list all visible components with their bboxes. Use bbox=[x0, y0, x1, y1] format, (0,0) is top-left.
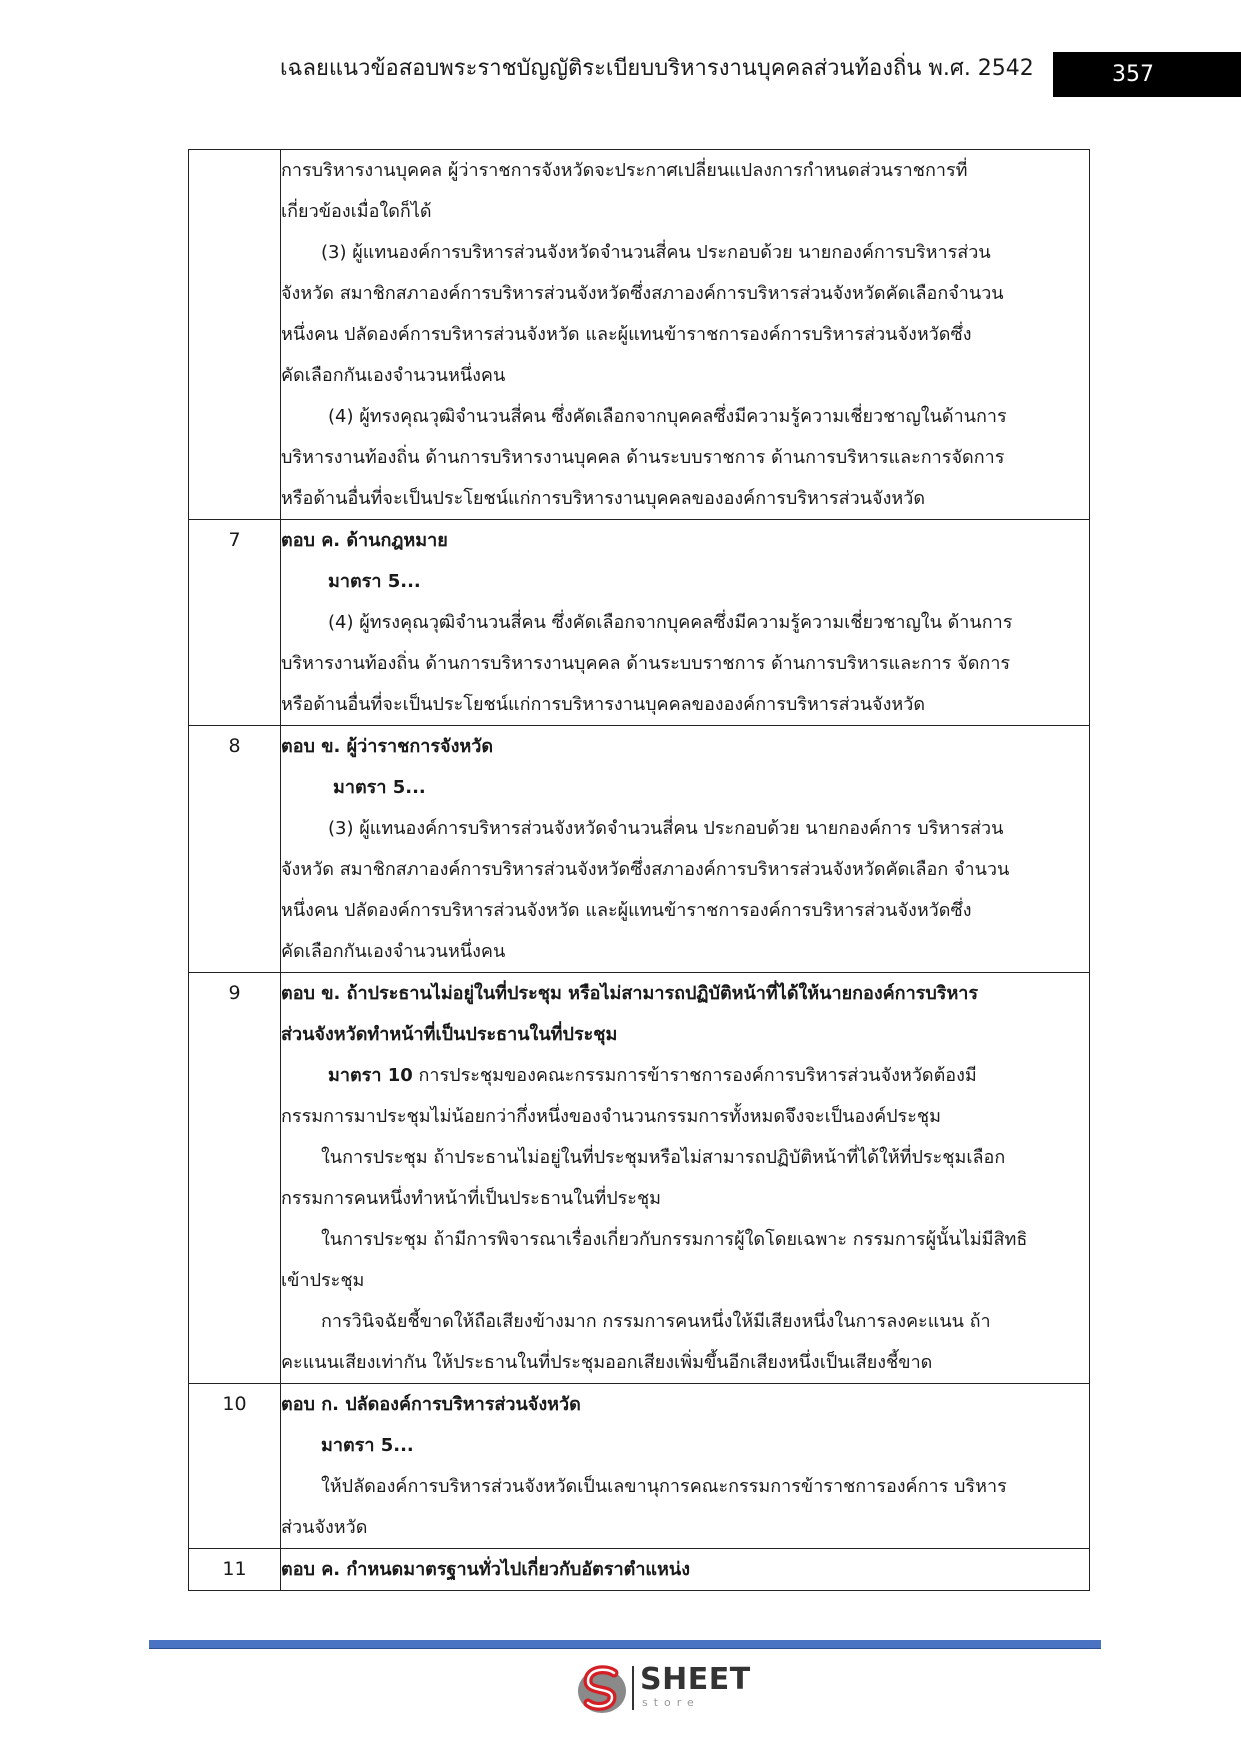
text-line: บริหารงานท้องถิ่น ด้านการบริหารงานบุคคล ด้านระบบราชการ ด้านการบริหารและการ จัดการ bbox=[281, 653, 1011, 674]
running-header-title: เฉลยแนวข้อสอบพระราชบัญญัติระเบียบบริหารงานบุคคลส่วนท้องถิ่น พ.ศ. 2542 bbox=[280, 56, 1034, 81]
text-line: บริหารงานท้องถิ่น ด้านการบริหารงานบุคคล ด้านระบบราชการ ด้านการบริหารและการจัดการ bbox=[281, 447, 1005, 468]
section-text: การประชุมของคณะกรรมการข้าราชการองค์การบริหารส่วนจังหวัดต้องมี bbox=[412, 1065, 977, 1086]
table-row bbox=[189, 1384, 1090, 1549]
logo-wordmark: SHEET bbox=[640, 1662, 751, 1697]
text-line: จังหวัด สมาชิกสภาองค์การบริหารส่วนจังหวัดซึ่งสภาองค์การบริหารส่วนจังหวัดคัดเลือก จำนวน bbox=[281, 859, 1010, 880]
row-number: 8 bbox=[189, 726, 281, 973]
text-line: ในการประชุม ถ้าประธานไม่อยู่ในที่ประชุมหรือไม่สามารถปฏิบัติหน้าที่ได้ให้ที่ประชุมเลือก bbox=[321, 1147, 1006, 1168]
answer-line: ตอบ ก. ปลัดองค์การบริหารส่วนจังหวัด bbox=[281, 1394, 581, 1415]
section-line: มาตรา 5... bbox=[321, 1435, 414, 1456]
text-line: คัดเลือกกันเองจำนวนหนึ่งคน bbox=[281, 365, 506, 386]
text-line: ในการประชุม ถ้ามีการพิจารณาเรื่องเกี่ยวกับกรรมการผู้ใดโดยเฉพาะ กรรมการผู้นั้นไม่มีสิทธิ bbox=[321, 1229, 1028, 1250]
row-number: 11 bbox=[189, 1549, 281, 1591]
sheet-s-logo-icon bbox=[576, 1663, 628, 1715]
answer-table bbox=[188, 149, 1090, 1591]
answer-line: ตอบ ค. กำหนดมาตรฐานทั่วไปเกี่ยวกับอัตราตำแหน่ง bbox=[281, 1559, 690, 1580]
section-label: มาตรา 10 bbox=[328, 1065, 413, 1086]
answer-line: ส่วนจังหวัดทำหน้าที่เป็นประธานในที่ประชุม bbox=[281, 1024, 618, 1045]
page-number: 357 bbox=[1112, 62, 1154, 87]
text-line: กรรมการคนหนึ่งทำหน้าที่เป็นประธานในที่ประชุม bbox=[281, 1188, 662, 1209]
text-line: ส่วนจังหวัด bbox=[281, 1517, 368, 1538]
row-number: 10 bbox=[189, 1384, 281, 1549]
text-line: หรือด้านอื่นที่จะเป็นประโยชน์แก่การบริหารงานบุคคลขององค์การบริหารส่วนจังหวัด bbox=[281, 694, 926, 715]
table-row bbox=[189, 520, 1090, 726]
row-content bbox=[281, 1549, 1090, 1591]
row-content bbox=[281, 150, 1090, 520]
footer-rule bbox=[149, 1640, 1101, 1649]
row-content bbox=[281, 973, 1090, 1384]
text-line: ให้ปลัดองค์การบริหารส่วนจังหวัดเป็นเลขานุการคณะกรรมการข้าราชการองค์การ บริหาร bbox=[321, 1476, 1007, 1497]
row-number bbox=[189, 150, 281, 520]
table-row bbox=[189, 726, 1090, 973]
section-line: มาตรา 5... bbox=[333, 777, 426, 798]
text-line: คัดเลือกกันเองจำนวนหนึ่งคน bbox=[281, 941, 506, 962]
text-line: หนึ่งคน ปลัดองค์การบริหารส่วนจังหวัด และผู้แทนข้าราชการองค์การบริหารส่วนจังหวัดซึ่ง bbox=[281, 324, 972, 345]
logo-subtext: store bbox=[642, 1696, 700, 1709]
text-line: หรือด้านอื่นที่จะเป็นประโยชน์แก่การบริหารงานบุคคลขององค์การบริหารส่วนจังหวัด bbox=[281, 488, 926, 509]
row-content bbox=[281, 1384, 1090, 1549]
text-line: กรรมการมาประชุมไม่น้อยกว่ากึ่งหนึ่งของจำนวนกรรมการทั้งหมดจึงจะเป็นองค์ประชุม bbox=[281, 1106, 941, 1127]
section-paragraph bbox=[281, 1055, 1089, 1096]
row-number: 9 bbox=[189, 973, 281, 1384]
row-content bbox=[281, 520, 1090, 726]
row-number: 7 bbox=[189, 520, 281, 726]
text-line: (4) ผู้ทรงคุณวุฒิจำนวนสี่คน ซึ่งคัดเลือกจากบุคคลซึ่งมีความรู้ความเชี่ยวชาญในด้านการ bbox=[328, 406, 1007, 427]
answer-line: ตอบ ค. ด้านกฎหมาย bbox=[281, 530, 448, 551]
table-row bbox=[189, 973, 1090, 1384]
text-line: หนึ่งคน ปลัดองค์การบริหารส่วนจังหวัด และผู้แทนข้าราชการองค์การบริหารส่วนจังหวัดซึ่ง bbox=[281, 900, 972, 921]
logo-divider bbox=[632, 1666, 634, 1710]
row-content bbox=[281, 726, 1090, 973]
answer-line: ตอบ ข. ถ้าประธานไม่อยู่ในที่ประชุม หรือไม่สามารถปฏิบัติหน้าที่ได้ให้นายกองค์การบริหาร bbox=[281, 983, 979, 1004]
sheet-store-logo bbox=[576, 1660, 751, 1720]
table-row bbox=[189, 150, 1090, 520]
text-line: (3) ผู้แทนองค์การบริหารส่วนจังหวัดจำนวนสี่คน ประกอบด้วย นายกองค์การบริหารส่วน bbox=[321, 242, 991, 263]
section-line: มาตรา 5... bbox=[328, 571, 421, 592]
text-line: จังหวัด สมาชิกสภาองค์การบริหารส่วนจังหวัดซึ่งสภาองค์การบริหารส่วนจังหวัดคัดเลือกจำนวน bbox=[281, 283, 1004, 304]
text-line: (3) ผู้แทนองค์การบริหารส่วนจังหวัดจำนวนสี่คน ประกอบด้วย นายกองค์การ บริหารส่วน bbox=[328, 818, 1004, 839]
table-row bbox=[189, 1549, 1090, 1591]
text-line: (4) ผู้ทรงคุณวุฒิจำนวนสี่คน ซึ่งคัดเลือกจากบุคคลซึ่งมีความรู้ความเชี่ยวชาญใน ด้านการ bbox=[328, 612, 1013, 633]
text-line: คะแนนเสียงเท่ากัน ให้ประธานในที่ประชุมออกเสียงเพิ่มขึ้นอีกเสียงหนึ่งเป็นเสียงชี้ขาด bbox=[281, 1352, 933, 1373]
page-number-box bbox=[1053, 52, 1241, 97]
text-line: การบริหารงานบุคคล ผู้ว่าราชการจังหวัดจะประกาศเปลี่ยนแปลงการกำหนดส่วนราชการที่ bbox=[281, 160, 968, 181]
answer-line: ตอบ ข. ผู้ว่าราชการจังหวัด bbox=[281, 736, 494, 757]
text-line: เข้าประชุม bbox=[281, 1270, 365, 1291]
text-line: การวินิจฉัยชี้ขาดให้ถือเสียงข้างมาก กรรมการคนหนึ่งให้มีเสียงหนึ่งในการลงคะแนน ถ้า bbox=[321, 1311, 991, 1332]
text-line: เกี่ยวข้องเมื่อใดก็ได้ bbox=[281, 201, 432, 222]
